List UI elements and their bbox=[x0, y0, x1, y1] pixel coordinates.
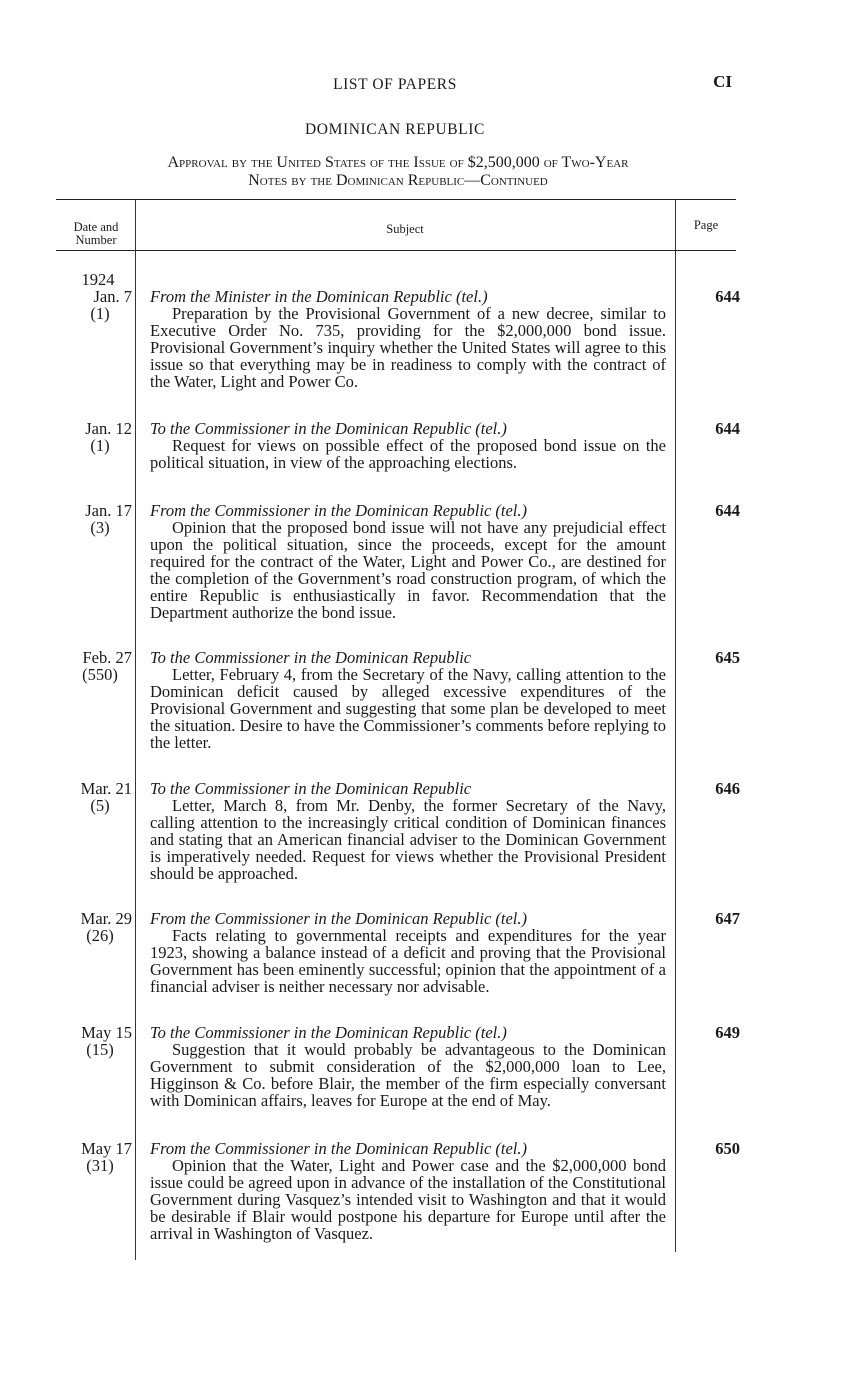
entry-page: 646 bbox=[715, 779, 740, 798]
entry-subject bbox=[150, 910, 666, 995]
entry-subject bbox=[150, 288, 666, 390]
entry-page: 645 bbox=[715, 648, 740, 667]
entry-date bbox=[60, 649, 132, 683]
entry-date-text: Mar. 29 bbox=[80, 909, 132, 928]
entry-date-text: Mar. 21 bbox=[80, 779, 132, 798]
entry-date-text: Jan. 12 bbox=[85, 419, 132, 438]
entry-summary: Suggestion that it would probably be advantageous to the Dominican Government to submit consideration of the $2,000,000 loan to Lee, Higginson & Co. before Blair, the member of the firm especially conversant with Dominican affairs, leaves for Europe at the end of May. bbox=[150, 1040, 666, 1110]
entry-date bbox=[60, 780, 132, 814]
entry-subject bbox=[150, 502, 666, 621]
entry-summary: Request for views on possible effect of the proposed bond issue on the political situation, in view of the approaching elections. bbox=[150, 436, 666, 472]
entry-subject bbox=[150, 1140, 666, 1242]
entry-heading: To the Commissioner in the Dominican Republic bbox=[150, 779, 472, 798]
entry-number: (26) bbox=[86, 926, 114, 945]
entry-number: (5) bbox=[90, 796, 110, 815]
entry-heading: To the Commissioner in the Dominican Republic (tel.) bbox=[150, 1023, 507, 1042]
entry-heading: From the Commissioner in the Dominican Republic (tel.) bbox=[150, 501, 527, 520]
entry-subject bbox=[150, 780, 666, 882]
entry-page: 644 bbox=[715, 287, 740, 306]
section-title-line-2: Notes by the Dominican Republic—Continued bbox=[248, 172, 548, 189]
year-label: 1924 bbox=[81, 270, 115, 289]
entry-date bbox=[60, 1140, 132, 1174]
entry-heading: From the Commissioner in the Dominican Republic (tel.) bbox=[150, 909, 527, 928]
entry-page: 644 bbox=[715, 419, 740, 438]
section-title bbox=[60, 154, 736, 190]
entry-date bbox=[60, 1024, 132, 1058]
column-divider-left bbox=[135, 200, 136, 1260]
entry-date bbox=[60, 502, 132, 536]
entry-summary: Opinion that the Water, Light and Power case and the $2,000,000 bond issue could be agreed upon in advance of the installation of the Constitutional Government during Vasquez’s intended visit to Washington and that it would be desirable if Blair would postpone his departure for Europe until after the arrival in Washington of Vasquez. bbox=[150, 1156, 666, 1243]
entry-page: 647 bbox=[715, 909, 740, 928]
entry-date-text: May 17 bbox=[81, 1139, 132, 1158]
page-numeral: CI bbox=[713, 72, 732, 91]
running-title: LIST OF PAPERS bbox=[333, 76, 457, 93]
entry-date bbox=[60, 288, 132, 322]
entry-date-text: Jan. 17 bbox=[85, 501, 132, 520]
column-header-date bbox=[58, 221, 134, 247]
entry-page: 644 bbox=[715, 501, 740, 520]
column-header-page: Page bbox=[693, 218, 719, 232]
entry-heading: From the Minister in the Dominican Republic (tel.) bbox=[150, 287, 488, 306]
column-header-subject: Subject bbox=[386, 222, 424, 236]
entry-heading: From the Commissioner in the Dominican Republic (tel.) bbox=[150, 1139, 527, 1158]
entry-date-text: Jan. 7 bbox=[93, 287, 132, 306]
entry-number: (1) bbox=[90, 304, 110, 323]
column-divider-right bbox=[675, 200, 676, 1252]
entry-number: (31) bbox=[86, 1156, 114, 1175]
entry-date bbox=[60, 910, 132, 944]
country-heading: DOMINICAN REPUBLIC bbox=[304, 121, 485, 138]
table-top-rule bbox=[56, 199, 736, 200]
column-header-date-line-1: Date and bbox=[73, 220, 119, 234]
entry-summary: Letter, March 8, from Mr. Denby, the former Secretary of the Navy, calling attention to the increasingly critical condition of Dominican finances and stating that an American financial adviser to the Dominican Government is imperatively needed. Request for views whether the Provisional President should be approached. bbox=[150, 796, 666, 883]
running-head bbox=[0, 72, 842, 98]
entry-page: 650 bbox=[715, 1139, 740, 1158]
entry-heading: To the Commissioner in the Dominican Republic (tel.) bbox=[150, 419, 507, 438]
entry-date-text: Feb. 27 bbox=[82, 648, 132, 667]
entry-summary: Facts relating to governmental receipts and expenditures for the year 1923, showing a balance instead of a deficit and proving that the Provisional Government has been eminently successful; opinion that the appointment of a financial adviser is neither necessary nor advisable. bbox=[150, 926, 666, 996]
entry-summary: Preparation by the Provisional Government of a new decree, similar to Executive Order No. 735, providing for the $2,000,000 bond issue. Provisional Government’s inquiry whether the United States will agree to this issue so that everything may be in readiness to comply with the contract of the Water, Light and Power Co. bbox=[150, 304, 666, 391]
entry-number: (550) bbox=[82, 665, 118, 684]
entry-heading: To the Commissioner in the Dominican Republic bbox=[150, 648, 472, 667]
entry-date bbox=[60, 420, 132, 454]
table-header-rule bbox=[56, 250, 736, 251]
entry-number: (3) bbox=[90, 518, 110, 537]
column-header-date-line-2: Number bbox=[75, 233, 117, 247]
entry-summary: Opinion that the proposed bond issue will not have any prejudicial effect upon the political situation, since the proceeds, except for the amount required for the contract of the Water, Light and Power Co., are destined for the completion of the Government’s road construction program, of which the entire Republic is enthusiastically in favor. Recommendation that the Department authorize the bond issue. bbox=[150, 518, 666, 622]
entry-date-text: May 15 bbox=[81, 1023, 132, 1042]
entry-subject bbox=[150, 649, 666, 751]
entry-subject bbox=[150, 1024, 666, 1109]
entry-number: (15) bbox=[86, 1040, 114, 1059]
entry-number: (1) bbox=[90, 436, 110, 455]
section-title-line-1: Approval by the United States of the Issue of $2,500,000 of Two-Year bbox=[167, 154, 629, 171]
entry-summary: Letter, February 4, from the Secretary of the Navy, calling attention to the Dominican deficit caused by alleged excessive expenditures of the Provisional Government and suggesting that some plan be developed to meet the situation. Desire to have the Commissioner’s comments before replying to the letter. bbox=[150, 665, 666, 752]
entry-subject bbox=[150, 420, 666, 471]
entry-page: 649 bbox=[715, 1023, 740, 1042]
